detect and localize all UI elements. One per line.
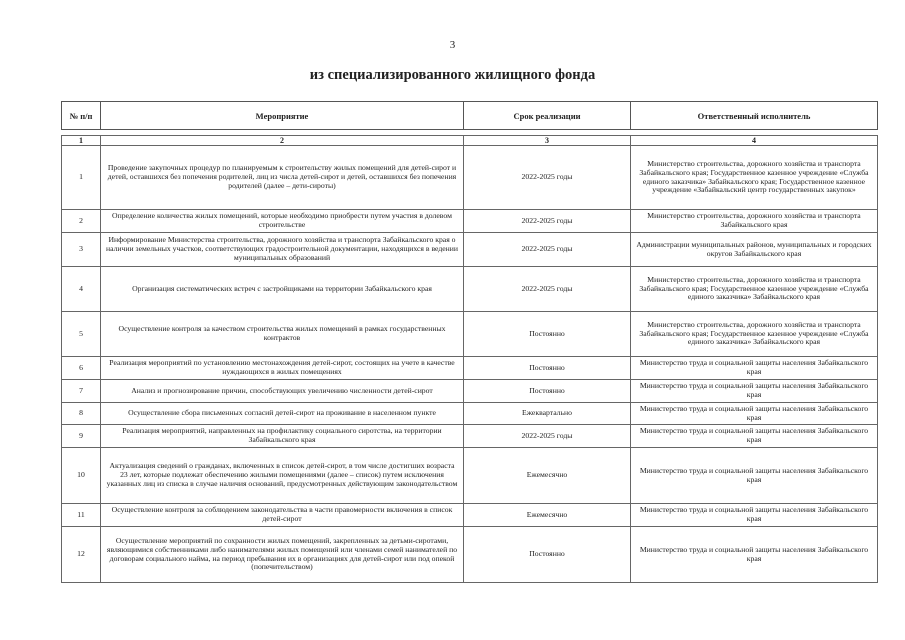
header-activity: Мероприятие bbox=[101, 102, 464, 130]
row-term: 2022-2025 годы bbox=[464, 425, 631, 448]
header-executor: Ответственный исполнитель bbox=[631, 102, 878, 130]
row-executor: Министерство труда и социальной защиты населения Забайкальского края bbox=[631, 357, 878, 380]
table-row bbox=[62, 312, 878, 357]
row-activity: Организация систематических встреч с застройщиками на территории Забайкальского края bbox=[101, 267, 464, 312]
table-row bbox=[62, 403, 878, 425]
table-row bbox=[62, 233, 878, 267]
table-row bbox=[62, 380, 878, 403]
row-activity: Информирование Министерства строительства, дорожного хозяйства и транспорта Забайкальского края о наличии земельных участков, соответствующих градостроительной документации, находящихся в ведении муниципальных образований bbox=[101, 233, 464, 267]
column-number: 4 bbox=[631, 136, 878, 146]
row-activity: Анализ и прогнозирование причин, способствующих увеличению численности детей-сирот bbox=[101, 380, 464, 403]
row-number: 4 bbox=[62, 267, 101, 312]
row-number: 3 bbox=[62, 233, 101, 267]
row-number: 12 bbox=[62, 527, 101, 583]
row-number: 11 bbox=[62, 504, 101, 527]
row-term: 2022-2025 годы bbox=[464, 210, 631, 233]
row-activity: Реализация мероприятий, направленных на профилактику социального сиротства, на территории Забайкальского края bbox=[101, 425, 464, 448]
row-executor: Министерство труда и социальной защиты населения Забайкальского края bbox=[631, 527, 878, 583]
table-row bbox=[62, 425, 878, 448]
row-activity: Осуществление сбора письменных согласий детей-сирот на проживание в населенном пункте bbox=[101, 403, 464, 425]
row-term: 2022-2025 годы bbox=[464, 146, 631, 210]
row-activity: Осуществление мероприятий по сохранности жилых помещений, закрепленных за детьми-сиротами, являющимися собственниками либо нанимателями жилых помещений или членами семей нанимателей по договорам социального найма, на период пребывания их в организациях для детей-сирот или под опекой (попечительством) bbox=[101, 527, 464, 583]
header-num: № п/п bbox=[62, 102, 101, 130]
row-activity: Проведение закупочных процедур по планируемым к строительству жилых помещений для детей-сирот и детей, оставшихся без попечения родителей, лиц из числа детей-сирот и детей, оставшихся без попечения родителей (далее – дети-сироты) bbox=[101, 146, 464, 210]
column-number-row bbox=[62, 136, 878, 146]
row-number: 5 bbox=[62, 312, 101, 357]
row-activity: Осуществление контроля за соблюдением законодательства в части правомерности включения в список детей-сирот bbox=[101, 504, 464, 527]
row-activity: Реализация мероприятий по установлению местонахождения детей-сирот, состоящих на учете в качестве нуждающихся в жилых помещениях bbox=[101, 357, 464, 380]
document-title: из специализированного жилищного фонда bbox=[309, 67, 596, 83]
column-number: 2 bbox=[101, 136, 464, 146]
row-number: 9 bbox=[62, 425, 101, 448]
page-number: 3 bbox=[449, 39, 456, 51]
row-activity: Определение количества жилых помещений, которые необходимо приобрести путем участия в долевом строительстве bbox=[101, 210, 464, 233]
table-row bbox=[62, 504, 878, 527]
row-executor: Администрации муниципальных районов, муниципальных и городских округов Забайкальского края bbox=[631, 233, 878, 267]
row-number: 2 bbox=[62, 210, 101, 233]
table-row bbox=[62, 267, 878, 312]
row-term: Постоянно bbox=[464, 312, 631, 357]
row-executor: Министерство труда и социальной защиты населения Забайкальского края bbox=[631, 403, 878, 425]
row-number: 10 bbox=[62, 448, 101, 504]
row-executor: Министерство строительства, дорожного хозяйства и транспорта Забайкальского края; Государственное казенное учреждение «Служба единого заказчика» Забайкальского края bbox=[631, 312, 878, 357]
row-term: Ежеквартально bbox=[464, 403, 631, 425]
row-number: 7 bbox=[62, 380, 101, 403]
row-term: 2022-2025 годы bbox=[464, 267, 631, 312]
row-activity: Осуществление контроля за качеством строительства жилых помещений в рамках государственных контрактов bbox=[101, 312, 464, 357]
row-executor: Министерство труда и социальной защиты населения Забайкальского края bbox=[631, 504, 878, 527]
table-row bbox=[62, 210, 878, 233]
row-executor: Министерство строительства, дорожного хозяйства и транспорта Забайкальского края; Государственное казенное учреждение «Служба единого заказчика» Забайкальского края; Государственное казенное учреждение «Забайкальский центр государственных закупок» bbox=[631, 146, 878, 210]
column-number: 3 bbox=[464, 136, 631, 146]
row-number: 1 bbox=[62, 146, 101, 210]
row-executor: Министерство труда и социальной защиты населения Забайкальского края bbox=[631, 425, 878, 448]
activities-table bbox=[61, 135, 878, 583]
row-term: 2022-2025 годы bbox=[464, 233, 631, 267]
row-executor: Министерство труда и социальной защиты населения Забайкальского края bbox=[631, 380, 878, 403]
row-term: Ежемесячно bbox=[464, 504, 631, 527]
row-executor: Министерство строительства, дорожного хозяйства и транспорта Забайкальского края; Государственное казенное учреждение «Служба единого заказчика» Забайкальского края bbox=[631, 267, 878, 312]
row-executor: Министерство труда и социальной защиты населения Забайкальского края bbox=[631, 448, 878, 504]
table-row bbox=[62, 448, 878, 504]
row-term: Ежемесячно bbox=[464, 448, 631, 504]
row-number: 8 bbox=[62, 403, 101, 425]
row-term: Постоянно bbox=[464, 527, 631, 583]
row-number: 6 bbox=[62, 357, 101, 380]
row-term: Постоянно bbox=[464, 380, 631, 403]
row-executor: Министерство строительства, дорожного хозяйства и транспорта Забайкальского края bbox=[631, 210, 878, 233]
table-row bbox=[62, 357, 878, 380]
row-term: Постоянно bbox=[464, 357, 631, 380]
column-number: 1 bbox=[62, 136, 101, 146]
table-header bbox=[61, 101, 878, 130]
row-activity: Актуализация сведений о гражданах, включенных в список детей-сирот, в том числе достигших возраста 23 лет, которые подлежат обеспечению жилыми помещениями (далее – список) путем исключения указанных лиц из списка в случае наличия оснований, предусмотренных действующим законодательством bbox=[101, 448, 464, 504]
table-row bbox=[62, 146, 878, 210]
table-row bbox=[62, 527, 878, 583]
header-term: Срок реализации bbox=[464, 102, 631, 130]
